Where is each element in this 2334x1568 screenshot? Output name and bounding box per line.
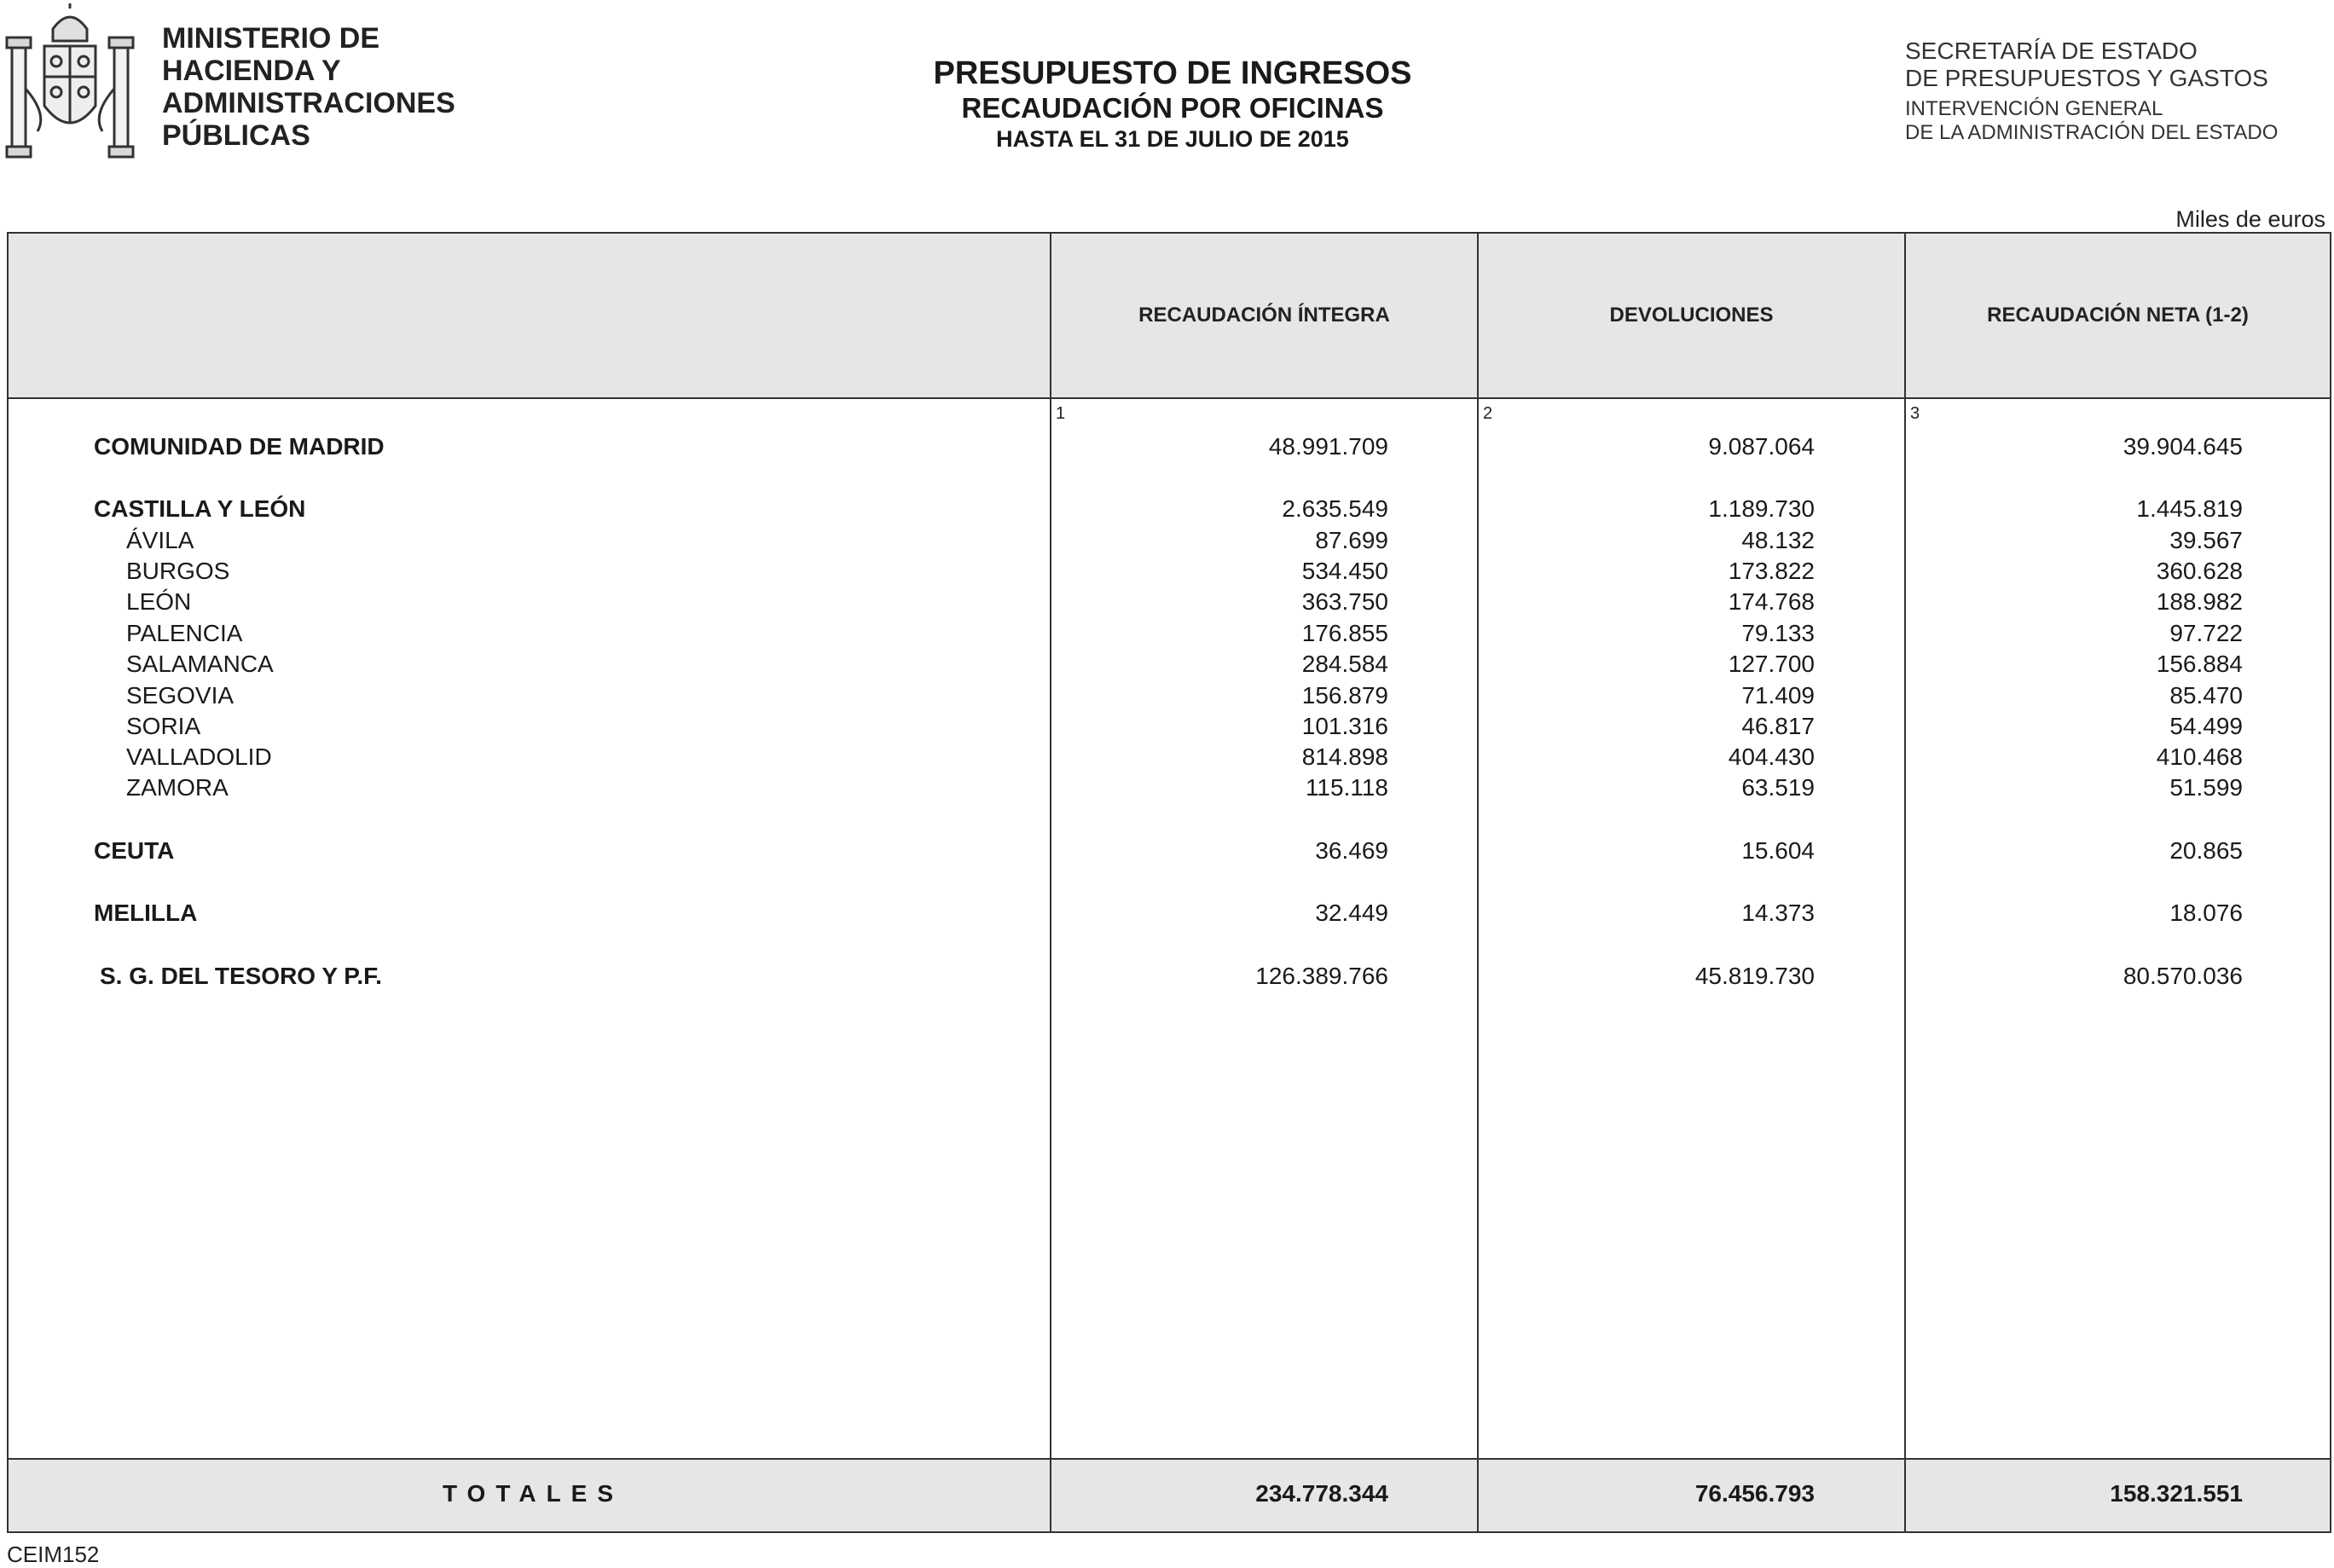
cell-recaudacion-neta: 20.865 — [2169, 837, 2243, 864]
row-label: BURGOS — [126, 558, 230, 584]
cell-recaudacion-integra: 126.389.766 — [1255, 963, 1388, 989]
cell-recaudacion-neta: 1.445.819 — [2136, 495, 2243, 522]
column-number: 1 — [1056, 404, 1066, 423]
table-row — [0, 649, 2334, 680]
cell-devoluciones: 1.189.730 — [1708, 495, 1815, 522]
secretaria-line: DE PRESUPUESTOS Y GASTOS — [1905, 65, 2268, 91]
cell-devoluciones: 71.409 — [1741, 682, 1815, 709]
document-code: CEIM152 — [7, 1542, 100, 1567]
cell-recaudacion-integra: 101.316 — [1301, 713, 1388, 739]
ministry-line: PÚBLICAS — [162, 119, 310, 152]
coat-of-arms-icon — [3, 3, 136, 165]
row-label: SALAMANCA — [126, 651, 274, 677]
cell-recaudacion-neta: 80.570.036 — [2123, 963, 2243, 989]
table-row — [0, 494, 2334, 524]
report-subtitle: RECAUDACIÓN POR OFICINAS — [961, 92, 1384, 124]
report-title-block — [767, 55, 1578, 153]
cell-recaudacion-neta: 39.567 — [2169, 527, 2243, 553]
secretaria-line: SECRETARÍA DE ESTADO — [1905, 38, 2198, 64]
row-label: CASTILLA Y LEÓN — [94, 495, 306, 522]
cell-recaudacion-integra: 176.855 — [1301, 620, 1388, 646]
cell-devoluciones: 404.430 — [1728, 743, 1815, 770]
row-label: S. G. DEL TESORO Y P.F. — [100, 963, 382, 989]
table-row — [0, 711, 2334, 742]
cell-devoluciones: 127.700 — [1728, 651, 1815, 677]
cell-recaudacion-integra: 115.118 — [1305, 774, 1388, 801]
row-label: VALLADOLID — [126, 743, 272, 770]
cell-devoluciones: 46.817 — [1741, 713, 1815, 739]
row-label: COMUNIDAD DE MADRID — [94, 433, 385, 460]
table-row — [0, 587, 2334, 617]
cell-devoluciones: 79.133 — [1741, 620, 1815, 646]
table-row — [0, 525, 2334, 556]
table-row — [0, 618, 2334, 649]
total-recaudacion-neta: 158.321.551 — [2110, 1480, 2243, 1507]
ministry-line: MINISTERIO DE — [162, 22, 380, 55]
ministry-line: HACIENDA Y — [162, 55, 341, 87]
cell-recaudacion-integra: 2.635.549 — [1282, 495, 1388, 522]
column-header-recaudacion-integra: RECAUDACIÓN ÍNTEGRA — [1138, 304, 1390, 327]
table-row — [0, 742, 2334, 772]
cell-recaudacion-neta: 18.076 — [2169, 900, 2243, 926]
cell-devoluciones: 174.768 — [1728, 588, 1815, 615]
units-label: Miles de euros — [2175, 206, 2325, 232]
row-label: SORIA — [126, 713, 201, 739]
secretaria-block — [1905, 38, 2331, 145]
cell-recaudacion-integra: 36.469 — [1315, 837, 1388, 864]
cell-recaudacion-neta: 156.884 — [2156, 651, 2243, 677]
cell-recaudacion-integra: 48.991.709 — [1268, 433, 1388, 460]
cell-recaudacion-neta: 85.470 — [2169, 682, 2243, 709]
cell-devoluciones: 63.519 — [1741, 774, 1815, 801]
cell-recaudacion-neta: 97.722 — [2169, 620, 2243, 646]
report-title: PRESUPUESTO DE INGRESOS — [933, 55, 1412, 91]
cell-recaudacion-neta: 360.628 — [2156, 558, 2243, 584]
table-row — [0, 961, 2334, 992]
row-label: SEGOVIA — [126, 682, 235, 709]
totals-label: TOTALES — [442, 1480, 624, 1507]
table-row — [0, 680, 2334, 711]
cell-devoluciones: 173.822 — [1728, 558, 1815, 584]
cell-recaudacion-integra: 32.449 — [1315, 900, 1388, 926]
row-label: ZAMORA — [126, 774, 229, 801]
column-header-devoluciones: DEVOLUCIONES — [1609, 304, 1774, 327]
cell-recaudacion-integra: 284.584 — [1301, 651, 1388, 677]
row-label: MELILLA — [94, 900, 198, 926]
column-number: 2 — [1483, 404, 1493, 423]
total-recaudacion-integra: 234.778.344 — [1255, 1480, 1388, 1507]
cell-recaudacion-integra: 363.750 — [1301, 588, 1388, 615]
ministry-name — [162, 22, 520, 152]
intervencion-line: INTERVENCIÓN GENERAL — [1905, 97, 2163, 120]
cell-recaudacion-integra: 87.699 — [1315, 527, 1388, 553]
cell-recaudacion-neta: 51.599 — [2169, 774, 2243, 801]
row-label: CEUTA — [94, 837, 175, 864]
table-row — [0, 556, 2334, 587]
column-header-recaudacion-neta: RECAUDACIÓN NETA (1-2) — [1987, 304, 2249, 327]
table-row — [0, 431, 2334, 462]
table-row — [0, 898, 2334, 929]
cell-recaudacion-integra: 156.879 — [1301, 682, 1388, 709]
table-row — [0, 836, 2334, 866]
cell-recaudacion-neta: 410.468 — [2156, 743, 2243, 770]
table-frame — [7, 232, 2331, 1533]
report-date: HASTA EL 31 DE JULIO DE 2015 — [996, 126, 1349, 152]
row-label: LEÓN — [126, 588, 192, 615]
cell-recaudacion-neta: 188.982 — [2156, 588, 2243, 615]
cell-devoluciones: 48.132 — [1741, 527, 1815, 553]
ministry-line: ADMINISTRACIONES — [162, 87, 455, 119]
row-label: ÁVILA — [126, 527, 194, 553]
row-label: PALENCIA — [126, 620, 243, 646]
cell-devoluciones: 9.087.064 — [1708, 433, 1815, 460]
cell-recaudacion-neta: 39.904.645 — [2123, 433, 2243, 460]
cell-devoluciones: 14.373 — [1741, 900, 1815, 926]
total-devoluciones: 76.456.793 — [1694, 1480, 1815, 1507]
intervencion-line: DE LA ADMINISTRACIÓN DEL ESTADO — [1905, 121, 2279, 144]
cell-recaudacion-integra: 534.450 — [1301, 558, 1388, 584]
cell-recaudacion-neta: 54.499 — [2169, 713, 2243, 739]
cell-devoluciones: 45.819.730 — [1694, 963, 1815, 989]
table-row — [0, 772, 2334, 803]
column-number: 3 — [1910, 404, 1920, 423]
cell-devoluciones: 15.604 — [1741, 837, 1815, 864]
cell-recaudacion-integra: 814.898 — [1301, 743, 1388, 770]
